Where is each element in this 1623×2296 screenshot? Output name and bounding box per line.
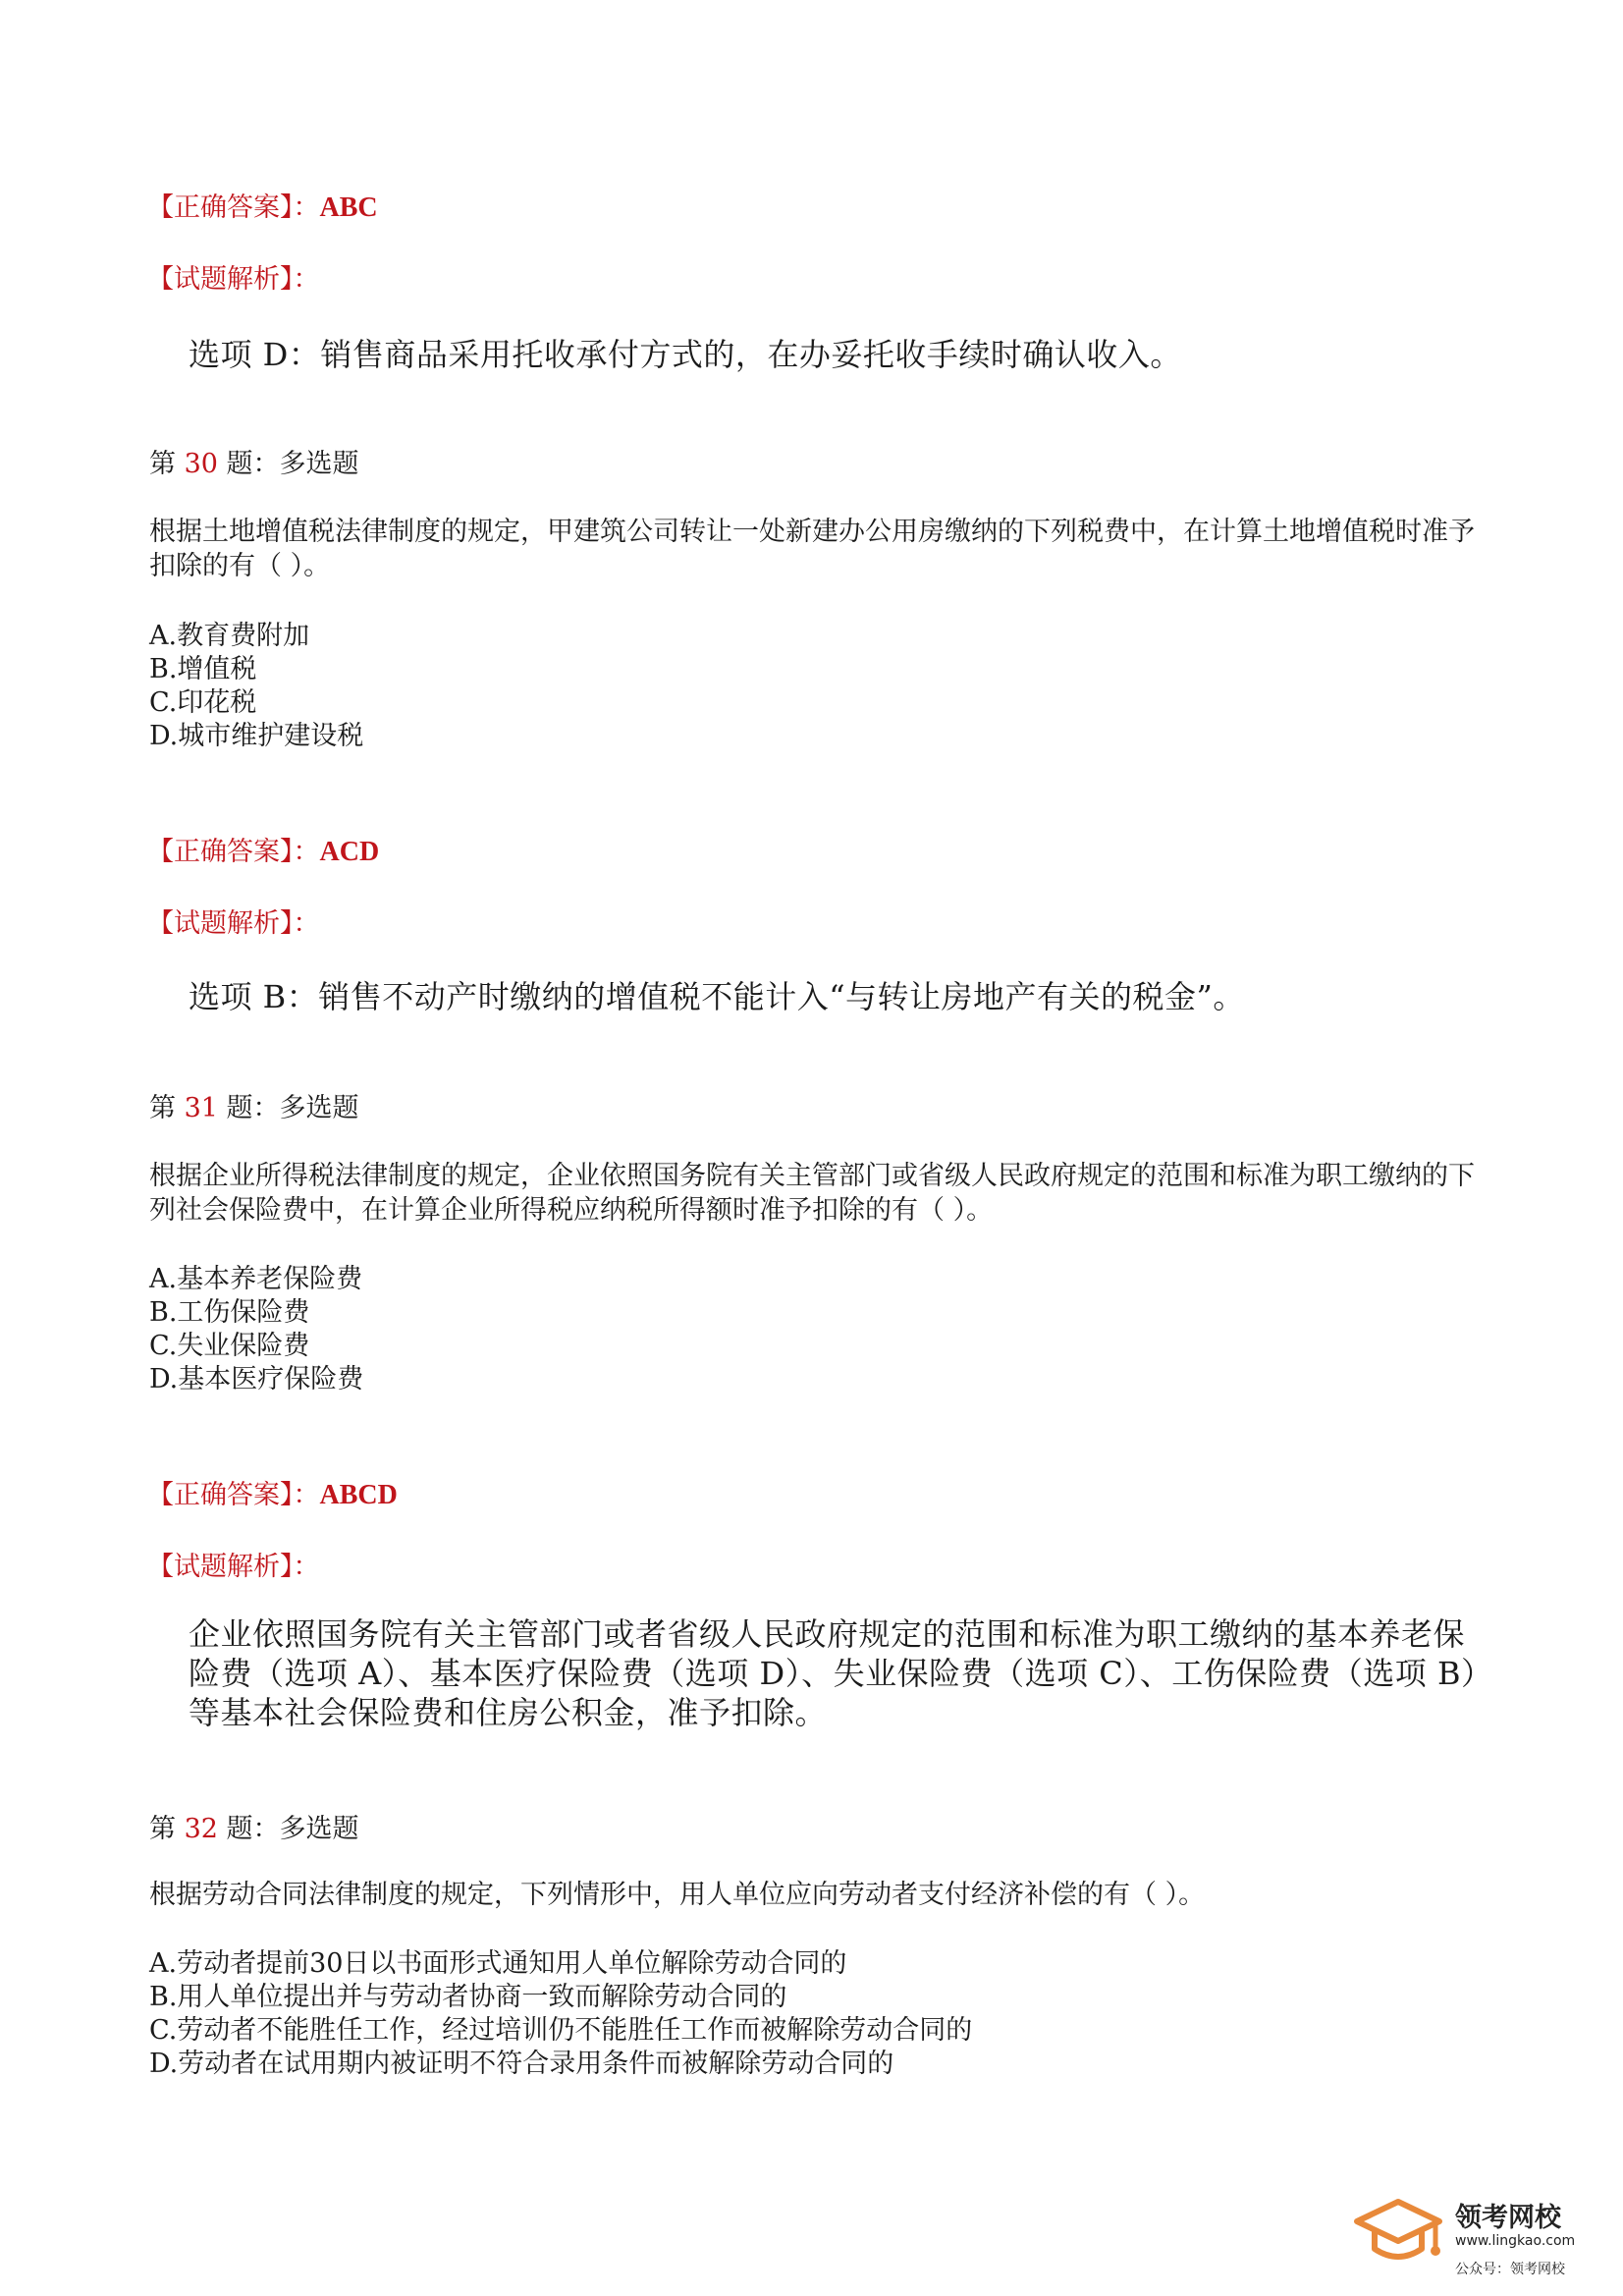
- logo-url: www.lingkao.com: [1455, 2233, 1576, 2249]
- answer-row: [147, 1473, 398, 1511]
- question-header: [149, 1807, 359, 1845]
- question-number: 30: [184, 449, 218, 479]
- analysis-label: 【试题解析】: [147, 1552, 294, 1582]
- question-type: 题：多选题: [226, 449, 359, 479]
- option-b: B.工伤保险费: [149, 1297, 310, 1328]
- question-type: 题：多选题: [226, 1814, 359, 1844]
- question-number: 32: [184, 1814, 218, 1844]
- analysis-colon: ：: [293, 264, 320, 295]
- analysis-colon: ：: [293, 908, 320, 939]
- brand-logo: [1353, 2188, 1608, 2286]
- explanation-text: 选项 D：销售商品采用托收承付方式的，在办妥托收手续时确认收入。: [189, 336, 1182, 373]
- question-number: 31: [184, 1093, 218, 1123]
- option-a: A.教育费附加: [149, 621, 310, 651]
- analysis-label: 【试题解析】: [147, 264, 294, 295]
- question-prefix: 第: [149, 1093, 176, 1123]
- answer-value: ACD: [319, 837, 380, 867]
- analysis-colon: ：: [293, 1552, 320, 1582]
- explanation-text: 企业依照国务院有关主管部门或者省级人民政府规定的范围和标准为职工缴纳的基本养老保险费（选项 A）、基本医疗保险费（选项 D）、失业保险费（选项 C）、工伤保险费（选项 B）等基本社会保险费和住房公积金，准予扣除。: [189, 1615, 1478, 1731]
- answer-colon: ：: [293, 192, 320, 223]
- answer-row: [147, 830, 379, 868]
- option-a: A.劳动者提前30日以书面形式通知用人单位解除劳动合同的: [149, 1948, 847, 1979]
- option-b: B.用人单位提出并与劳动者协商一致而解除劳动合同的: [149, 1982, 787, 2012]
- answer-label: 【正确答案】: [147, 1480, 294, 1510]
- answer-value: ABCD: [319, 1480, 398, 1510]
- answer-colon: ：: [293, 837, 320, 867]
- question-stem: 根据劳动合同法律制度的规定，下列情形中，用人单位应向劳动者支付经济补偿的有（ ）。: [149, 1880, 1206, 1910]
- question-stem: 根据企业所得税法律制度的规定，企业依照国务院有关主管部门或省级人民政府规定的范围和标准为职工缴纳的下列社会保险费中，在计算企业所得税应纳税所得额时准予扣除的有（ ）。: [149, 1161, 1475, 1226]
- answer-row: [147, 186, 378, 224]
- question-stem: 根据土地增值税法律制度的规定，甲建筑公司转让一处新建办公用房缴纳的下列税费中，在计算土地增值税时准予扣除的有（ ）。: [149, 517, 1475, 581]
- answer-colon: ：: [293, 1480, 320, 1510]
- analysis-row: [147, 257, 320, 296]
- logo-name: 领考网校: [1455, 2203, 1561, 2233]
- option-b: B.增值税: [149, 654, 257, 684]
- option-c: C.失业保险费: [149, 1331, 310, 1361]
- analysis-row: [147, 902, 320, 940]
- answer-value: ABC: [319, 192, 378, 223]
- analysis-row: [147, 1545, 320, 1583]
- question-header: [149, 442, 359, 480]
- answer-label: 【正确答案】: [147, 192, 294, 223]
- answer-label: 【正确答案】: [147, 837, 294, 867]
- analysis-label: 【试题解析】: [147, 908, 294, 939]
- question-prefix: 第: [149, 449, 176, 479]
- logo-wechat: 公众号：领考网校: [1455, 2262, 1565, 2277]
- option-c: C.劳动者不能胜任工作，经过培训仍不能胜任工作而被解除劳动合同的: [149, 2015, 973, 2046]
- option-d: D.城市维护建设税: [149, 721, 364, 751]
- option-d: D.基本医疗保险费: [149, 1364, 364, 1394]
- question-type: 题：多选题: [226, 1093, 359, 1123]
- option-d: D.劳动者在试用期内被证明不符合录用条件而被解除劳动合同的: [149, 2049, 894, 2079]
- option-a: A.基本养老保险费: [149, 1264, 363, 1294]
- question-prefix: 第: [149, 1814, 176, 1844]
- question-header: [149, 1086, 359, 1124]
- graduation-cap-icon: [1353, 2188, 1443, 2286]
- option-c: C.印花税: [149, 687, 257, 718]
- explanation-text: 选项 B：销售不动产时缴纳的增值税不能计入“与转让房地产有关的税金”。: [189, 978, 1245, 1015]
